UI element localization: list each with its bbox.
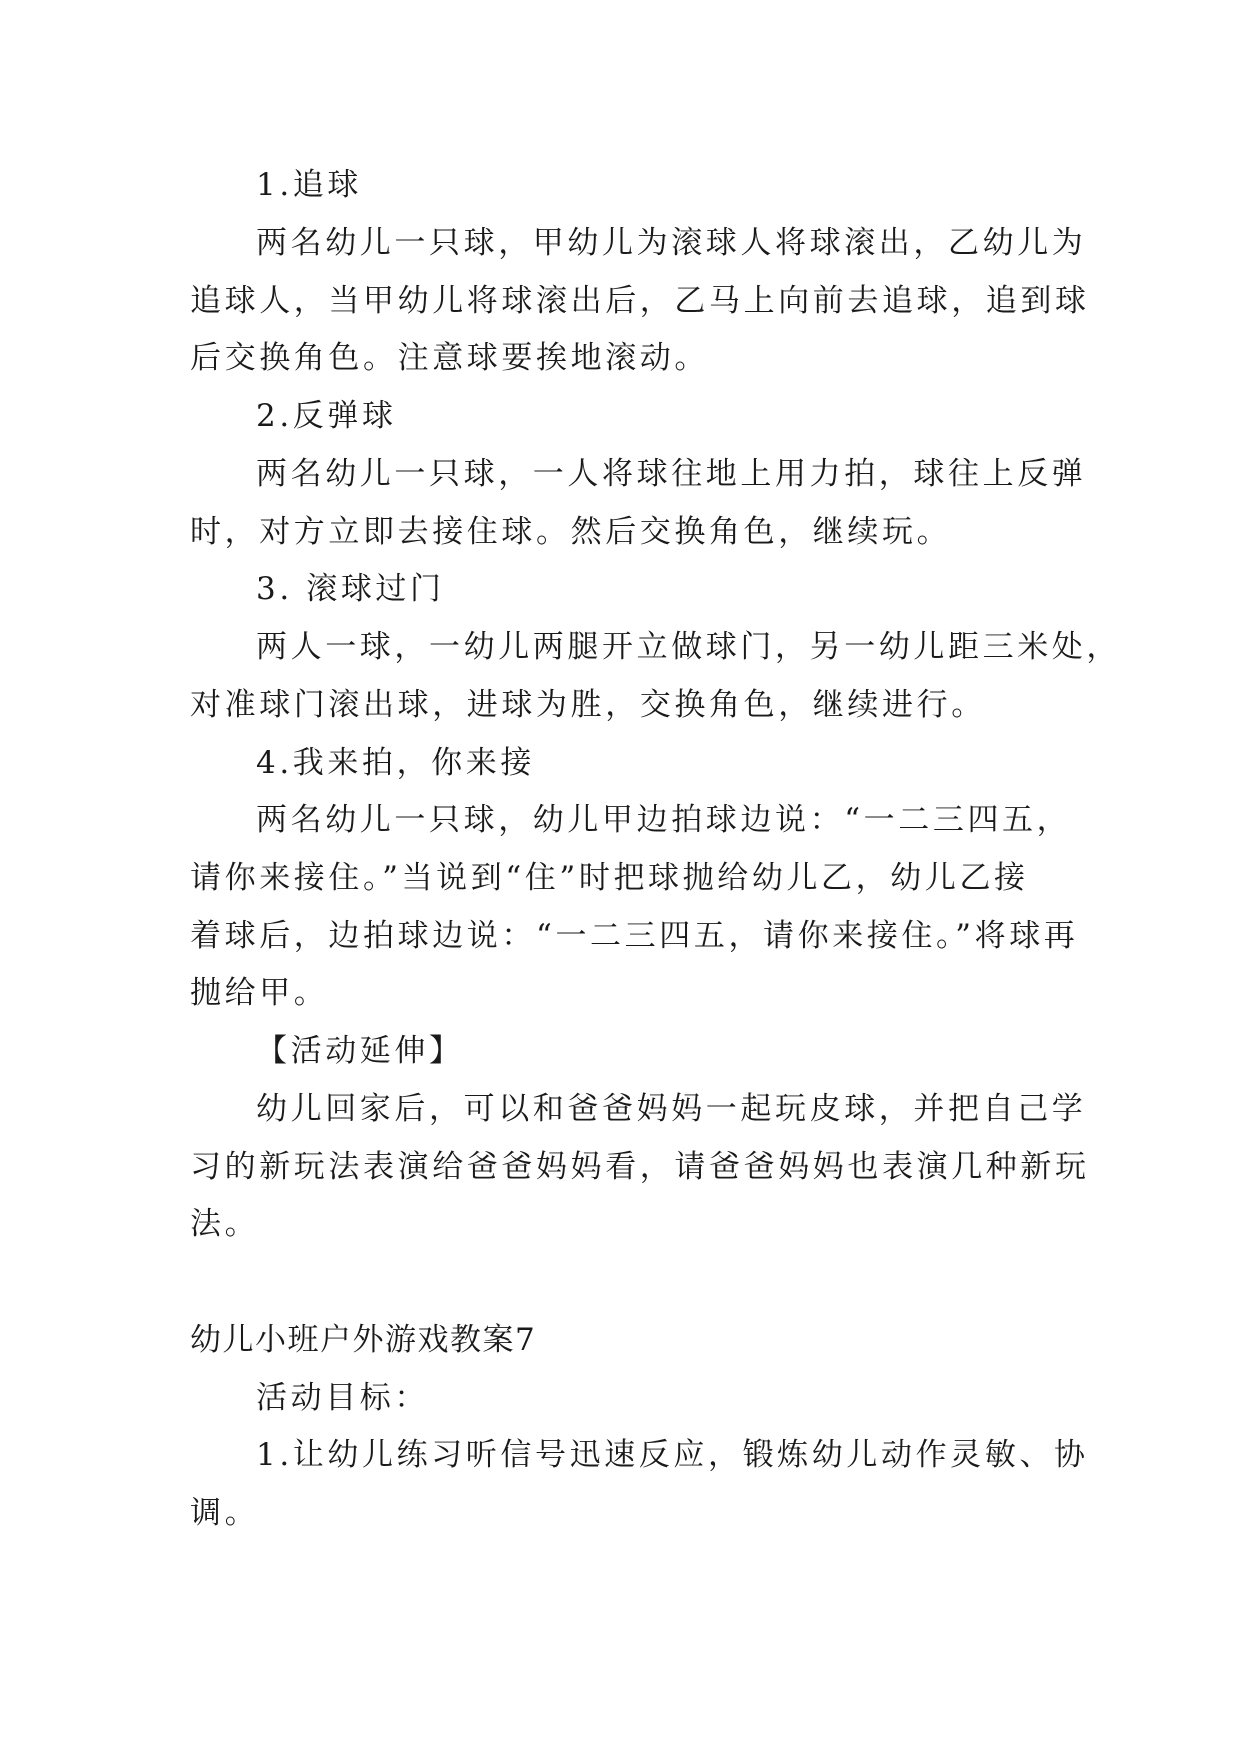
paragraph-line: 时，对方立即去接住球。然后交换角色，继续玩。: [190, 514, 952, 550]
game-heading-4: 4.我来拍，你来接: [256, 745, 535, 781]
paragraph-line: 法。: [190, 1206, 260, 1242]
paragraph-line: 着球后，边拍球边说：“一二三四五，请你来接住。”将球再: [190, 918, 1079, 954]
game-heading-2: 2.反弹球: [256, 398, 397, 434]
paragraph-line: 习的新玩法表演给爸爸妈妈看，请爸爸妈妈也表演几种新玩: [190, 1149, 1090, 1185]
paragraph-line: 对准球门滚出球，进球为胜，交换角色，继续进行。: [190, 687, 986, 723]
paragraph-line: 抛给甲。: [190, 975, 329, 1011]
section-heading: 活动目标：: [256, 1380, 429, 1416]
paragraph-line: 后交换角色。注意球要挨地滚动。: [190, 340, 709, 376]
game-heading-3: 3. 滚球过门: [256, 571, 445, 607]
paragraph-line: 追球人，当甲幼儿将球滚出后，乙马上向前去追球，追到球: [190, 283, 1090, 319]
paragraph-line: 两名幼儿一只球，一人将球往地上用力拍，球往上反弹: [256, 456, 1087, 492]
paragraph-line: 请你来接住。”当说到“住”时把球抛给幼儿乙，幼儿乙接: [190, 860, 1029, 896]
paragraph-line: 幼儿回家后，可以和爸爸妈妈一起玩皮球，并把自己学: [256, 1091, 1087, 1127]
section-heading: 【活动延伸】: [256, 1033, 464, 1069]
paragraph-line: 两人一球，一幼儿两腿开立做球门，另一幼儿距三米处，: [256, 629, 1121, 665]
paragraph-line: 两名幼儿一只球，甲幼儿为滚球人将球滚出，乙幼儿为: [256, 225, 1087, 261]
lesson-title: 幼儿小班户外游戏教案7: [190, 1322, 537, 1358]
paragraph-line: 两名幼儿一只球，幼儿甲边拍球边说：“一二三四五，: [256, 802, 1072, 838]
paragraph-line: 调。: [190, 1495, 260, 1531]
paragraph-line: 1.让幼儿练习听信号迅速反应，锻炼幼儿动作灵敏、协: [256, 1437, 1089, 1473]
game-heading-1: 1.追球: [256, 167, 362, 203]
